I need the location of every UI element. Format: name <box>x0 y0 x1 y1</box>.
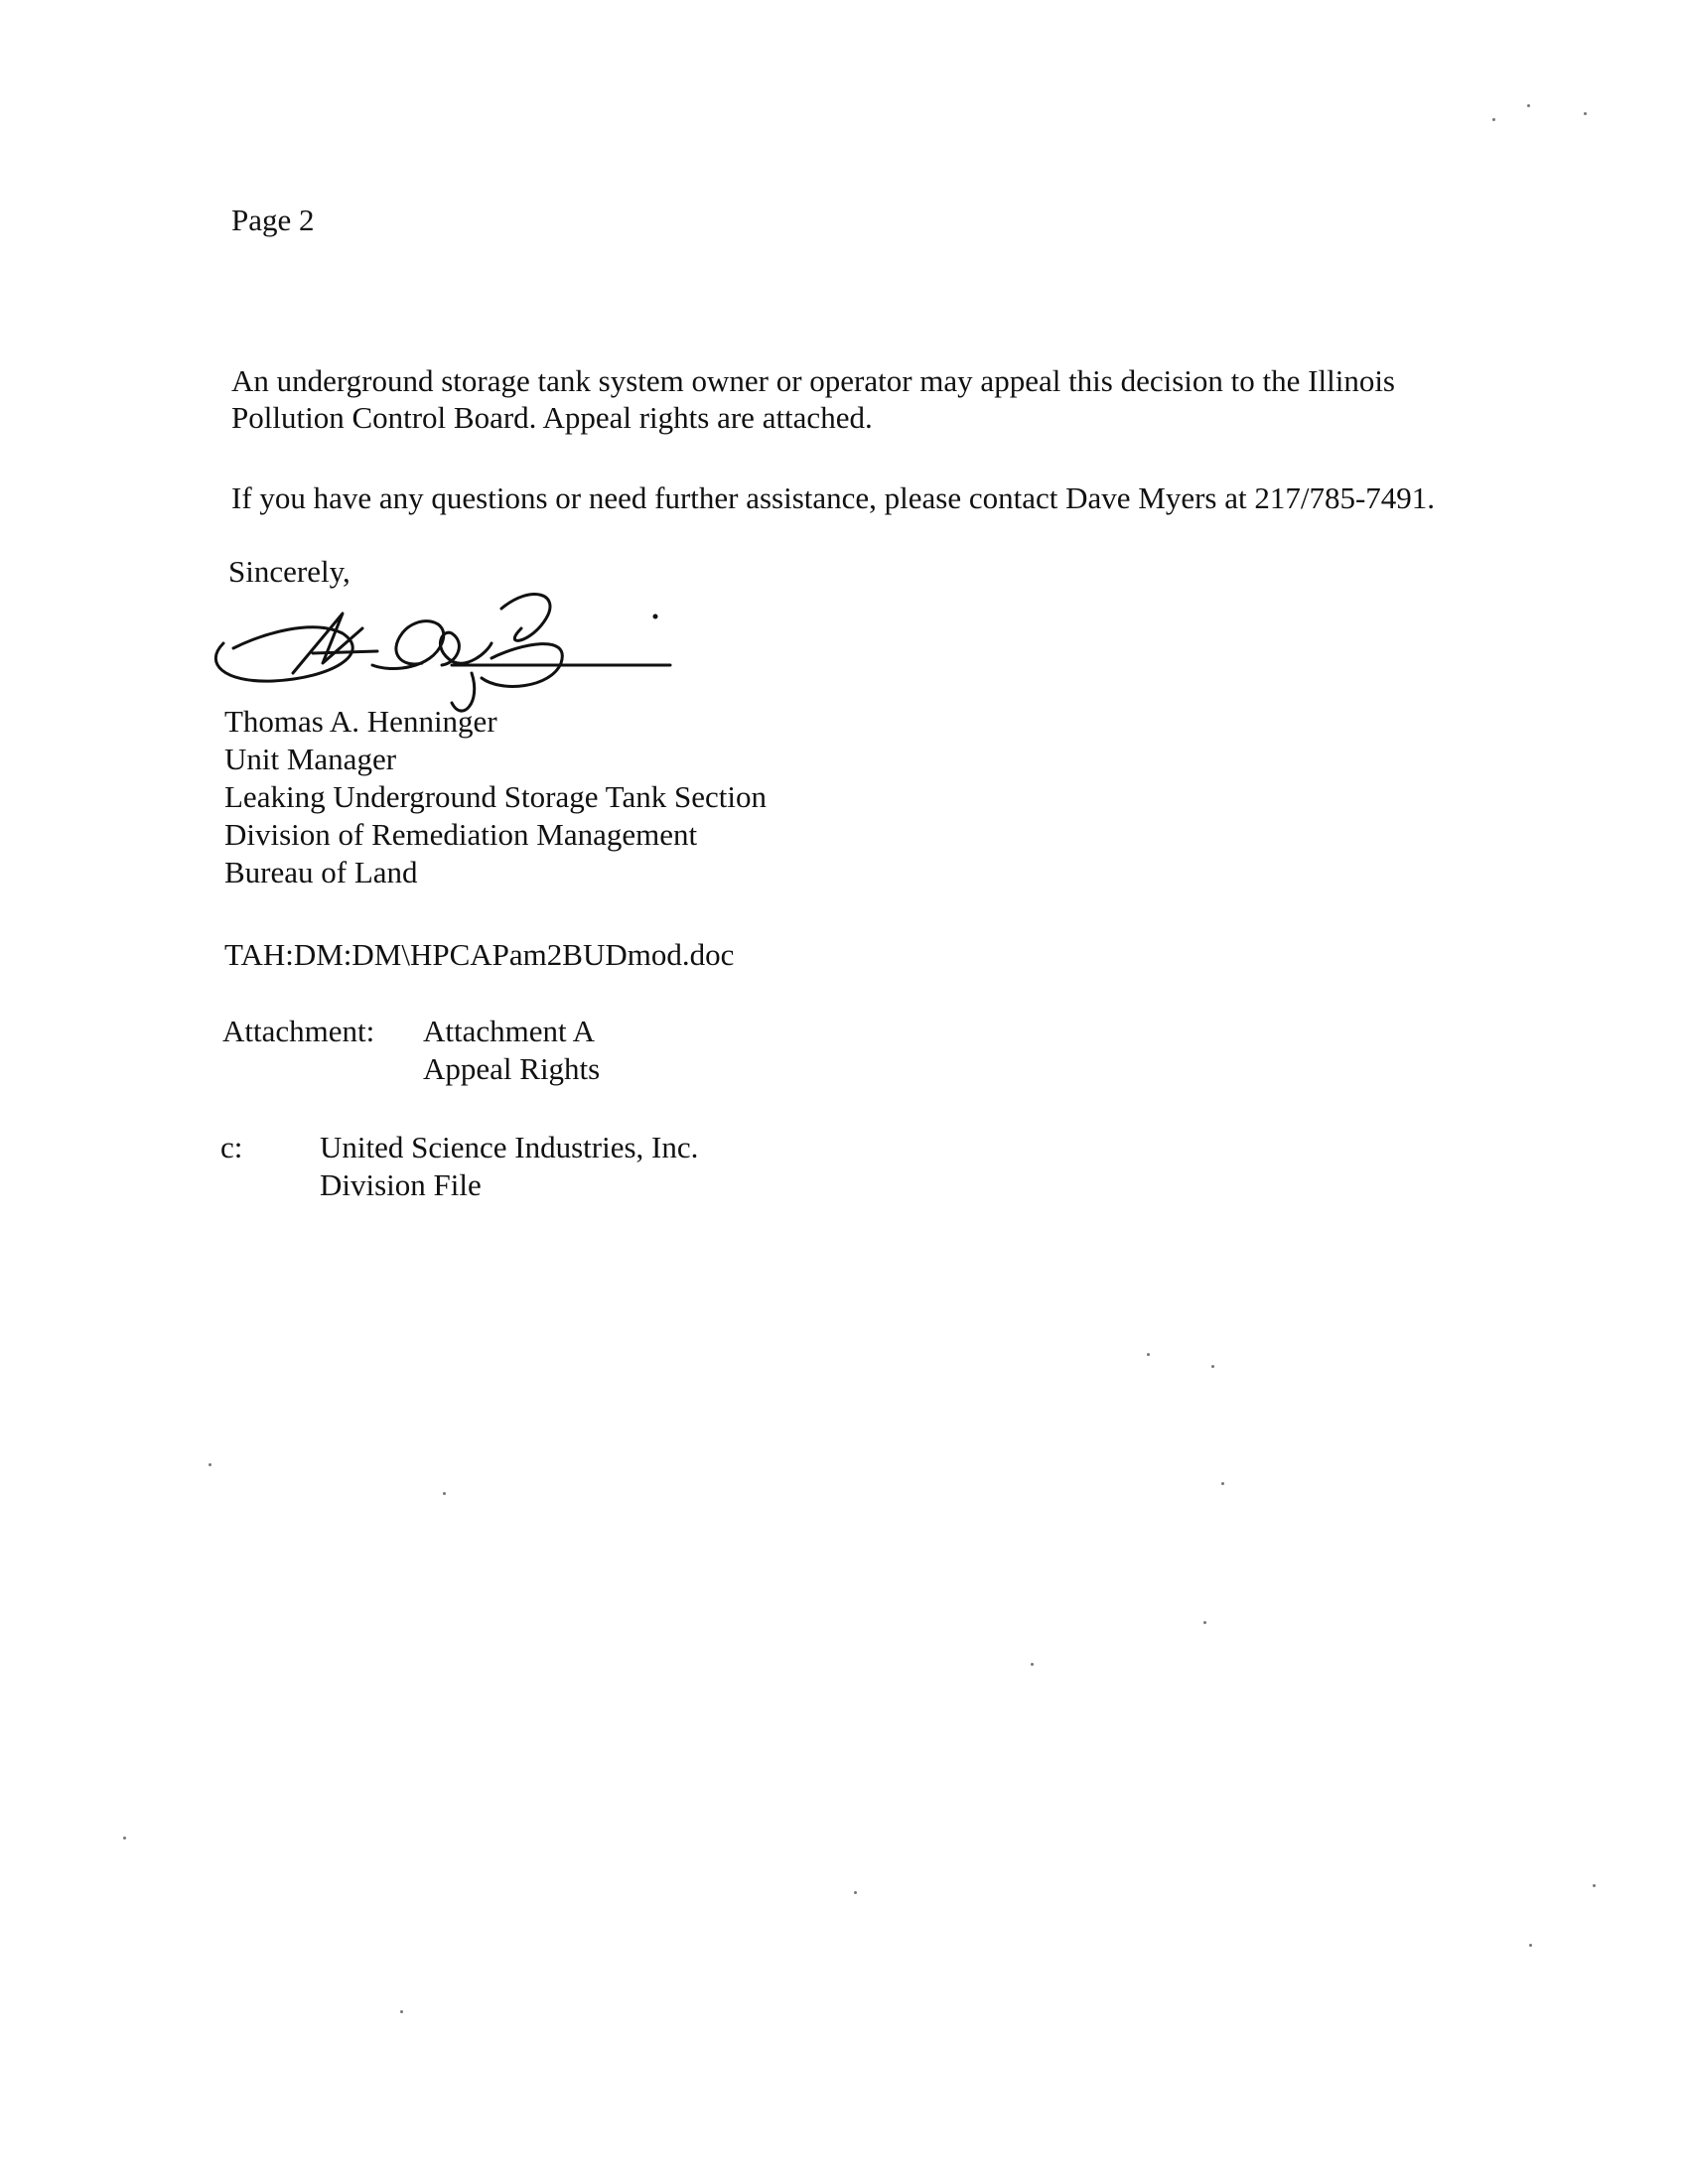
scan-speck <box>1147 1353 1150 1356</box>
scan-speck <box>123 1837 126 1840</box>
scan-speck <box>1211 1365 1214 1368</box>
signatory-title: Unit Manager <box>224 742 397 776</box>
appeal-paragraph-line-2: Pollution Control Board. Appeal rights are attached. <box>231 400 873 435</box>
page-label: Page 2 <box>231 203 315 237</box>
scan-speck <box>1203 1621 1206 1624</box>
scan-speck <box>1492 118 1495 121</box>
closing-salutation: Sincerely, <box>228 554 351 589</box>
cc-recipient: United Science Industries, Inc. <box>320 1130 699 1164</box>
signatory-section: Leaking Underground Storage Tank Section <box>224 779 767 814</box>
scan-speck <box>1221 1482 1224 1485</box>
handwritten-signature <box>204 574 680 723</box>
contact-paragraph: If you have any questions or need further assistance, please contact Dave Myers at 217/785-7491. <box>231 480 1436 515</box>
scan-speck <box>1529 1944 1532 1947</box>
signatory-division: Division of Remediation Management <box>224 817 698 852</box>
scan-speck <box>443 1492 446 1495</box>
scan-speck <box>209 1463 211 1466</box>
scan-speck <box>1593 1884 1596 1887</box>
attachment-item: Appeal Rights <box>423 1051 601 1086</box>
document-reference: TAH:DM:DM\HPCAPam2BUDmod.doc <box>224 937 735 972</box>
scan-speck <box>1031 1663 1034 1666</box>
scan-speck <box>1527 104 1530 107</box>
scan-speck <box>1584 112 1587 115</box>
cc-label: c: <box>220 1130 243 1164</box>
signatory-name: Thomas A. Henninger <box>224 704 497 739</box>
cc-recipient: Division File <box>320 1167 482 1202</box>
attachment-item: Attachment A <box>423 1014 596 1048</box>
scan-speck <box>400 2010 403 2013</box>
scan-speck <box>854 1891 857 1894</box>
appeal-paragraph-line-1: An underground storage tank system owner or operator may appeal this decision to the Illinois <box>231 363 1395 398</box>
attachment-label: Attachment: <box>222 1014 375 1048</box>
signatory-bureau: Bureau of Land <box>224 855 418 889</box>
